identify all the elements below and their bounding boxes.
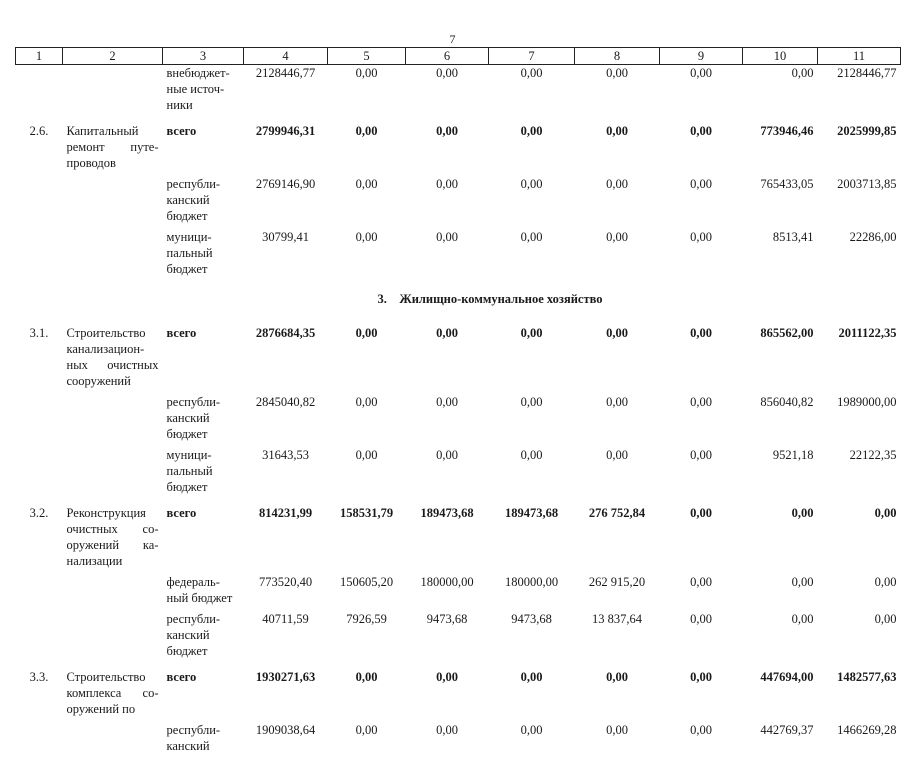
amount-col-9: 0,00 xyxy=(660,229,743,277)
amount-col-4: 30799,41 xyxy=(244,229,328,277)
amount-col-7: 0,00 xyxy=(489,325,575,389)
funding-source: республи-канский xyxy=(163,722,244,754)
table-row xyxy=(16,722,901,754)
amount-col-4: 1930271,63 xyxy=(244,669,328,717)
measure-name xyxy=(63,574,163,606)
amount-col-9: 0,00 xyxy=(660,176,743,224)
table-row xyxy=(16,505,901,569)
amount-col-6: 0,00 xyxy=(406,123,489,171)
table-row xyxy=(16,65,901,114)
amount-col-4: 773520,40 xyxy=(244,574,328,606)
amount-col-4: 2769146,90 xyxy=(244,176,328,224)
row-number: 3.2. xyxy=(16,505,63,569)
row-number xyxy=(16,176,63,224)
amount-col-11: 0,00 xyxy=(818,574,901,606)
column-header-2: 2 xyxy=(63,48,163,65)
funding-source: внебюджет-ные источ-ники xyxy=(163,65,244,114)
amount-col-9: 0,00 xyxy=(660,505,743,569)
amount-col-10: 0,00 xyxy=(743,65,818,114)
funding-source: всего xyxy=(163,325,244,389)
table-row xyxy=(16,611,901,659)
measure-name xyxy=(63,611,163,659)
amount-col-9: 0,00 xyxy=(660,722,743,754)
amount-col-6: 0,00 xyxy=(406,394,489,442)
budget-table xyxy=(15,47,901,764)
amount-col-6: 180000,00 xyxy=(406,574,489,606)
amount-col-10: 0,00 xyxy=(743,505,818,569)
funding-source: муници-пальный бюджет xyxy=(163,447,244,495)
amount-col-5: 0,00 xyxy=(328,123,406,171)
measure-name xyxy=(63,394,163,442)
amount-col-10: 8513,41 xyxy=(743,229,818,277)
amount-col-6: 0,00 xyxy=(406,325,489,389)
table-row xyxy=(16,325,901,389)
funding-source: муници-пальный бюджет xyxy=(163,229,244,277)
row-number xyxy=(16,722,63,754)
amount-col-7: 9473,68 xyxy=(489,611,575,659)
amount-col-4: 40711,59 xyxy=(244,611,328,659)
funding-source: всего xyxy=(163,123,244,171)
amount-col-6: 9473,68 xyxy=(406,611,489,659)
row-number: 3.3. xyxy=(16,669,63,717)
amount-col-4: 31643,53 xyxy=(244,447,328,495)
measure-name xyxy=(63,229,163,277)
amount-col-8: 0,00 xyxy=(575,65,660,114)
funding-source: республи-канский бюджет xyxy=(163,611,244,659)
amount-col-11: 1482577,63 xyxy=(818,669,901,717)
funding-source: всего xyxy=(163,669,244,717)
amount-col-9: 0,00 xyxy=(660,447,743,495)
amount-col-10: 0,00 xyxy=(743,611,818,659)
measure-name: Строительство канализацион-ных очистных сооружений xyxy=(63,325,163,389)
amount-col-10: 865562,00 xyxy=(743,325,818,389)
table-row xyxy=(16,123,901,171)
table-row xyxy=(16,574,901,606)
amount-col-10: 0,00 xyxy=(743,574,818,606)
amount-col-7: 0,00 xyxy=(489,447,575,495)
column-header-10: 10 xyxy=(743,48,818,65)
row-number xyxy=(16,65,63,114)
column-header-7: 7 xyxy=(489,48,575,65)
row-number xyxy=(16,447,63,495)
amount-col-7: 0,00 xyxy=(489,176,575,224)
amount-col-5: 0,00 xyxy=(328,669,406,717)
amount-col-11: 22122,35 xyxy=(818,447,901,495)
column-header-4: 4 xyxy=(244,48,328,65)
amount-col-9: 0,00 xyxy=(660,325,743,389)
amount-col-6: 0,00 xyxy=(406,669,489,717)
column-header-11: 11 xyxy=(818,48,901,65)
amount-col-6: 0,00 xyxy=(406,229,489,277)
row-number: 2.6. xyxy=(16,123,63,171)
amount-col-5: 0,00 xyxy=(328,229,406,277)
measure-name: Строительство комплекса со-оружений по xyxy=(63,669,163,717)
amount-col-6: 0,00 xyxy=(406,176,489,224)
amount-col-11: 0,00 xyxy=(818,505,901,569)
amount-col-8: 0,00 xyxy=(575,447,660,495)
column-header-8: 8 xyxy=(575,48,660,65)
amount-col-11: 2011122,35 xyxy=(818,325,901,389)
amount-col-5: 158531,79 xyxy=(328,505,406,569)
column-number-header-row xyxy=(16,48,901,65)
measure-name: Капитальный ремонт путе-проводов xyxy=(63,123,163,171)
amount-col-8: 0,00 xyxy=(575,722,660,754)
amount-col-11: 2003713,85 xyxy=(818,176,901,224)
amount-col-11: 2025999,85 xyxy=(818,123,901,171)
column-header-9: 9 xyxy=(660,48,743,65)
amount-col-8: 0,00 xyxy=(575,123,660,171)
amount-col-9: 0,00 xyxy=(660,611,743,659)
column-header-6: 6 xyxy=(406,48,489,65)
amount-col-8: 0,00 xyxy=(575,176,660,224)
amount-col-11: 2128446,77 xyxy=(818,65,901,114)
funding-source: республи-канский бюджет xyxy=(163,394,244,442)
measure-name xyxy=(63,447,163,495)
measure-name: Реконструкция очистных со-оружений ка-нализации xyxy=(63,505,163,569)
amount-col-8: 0,00 xyxy=(575,394,660,442)
row-number xyxy=(16,394,63,442)
amount-col-8: 0,00 xyxy=(575,669,660,717)
amount-col-11: 0,00 xyxy=(818,611,901,659)
amount-col-5: 0,00 xyxy=(328,447,406,495)
amount-col-11: 22286,00 xyxy=(818,229,901,277)
measure-name xyxy=(63,176,163,224)
page-number: 7 xyxy=(0,32,905,47)
amount-col-5: 0,00 xyxy=(328,325,406,389)
amount-col-10: 765433,05 xyxy=(743,176,818,224)
row-number xyxy=(16,229,63,277)
amount-col-4: 2799946,31 xyxy=(244,123,328,171)
amount-col-4: 1909038,64 xyxy=(244,722,328,754)
amount-col-9: 0,00 xyxy=(660,123,743,171)
amount-col-7: 0,00 xyxy=(489,669,575,717)
amount-col-10: 773946,46 xyxy=(743,123,818,171)
amount-col-6: 0,00 xyxy=(406,722,489,754)
column-header-5: 5 xyxy=(328,48,406,65)
amount-col-4: 2876684,35 xyxy=(244,325,328,389)
amount-col-5: 0,00 xyxy=(328,65,406,114)
table-row xyxy=(16,394,901,442)
table-row xyxy=(16,669,901,717)
amount-col-5: 150605,20 xyxy=(328,574,406,606)
amount-col-4: 2128446,77 xyxy=(244,65,328,114)
amount-col-4: 2845040,82 xyxy=(244,394,328,442)
amount-col-5: 0,00 xyxy=(328,176,406,224)
section-heading: 3. Жилищно-коммунальное хозяйство xyxy=(163,287,818,325)
row-number xyxy=(16,611,63,659)
amount-col-8: 13 837,64 xyxy=(575,611,660,659)
amount-col-11: 1989000,00 xyxy=(818,394,901,442)
amount-col-6: 189473,68 xyxy=(406,505,489,569)
amount-col-8: 276 752,84 xyxy=(575,505,660,569)
amount-col-9: 0,00 xyxy=(660,394,743,442)
table-row xyxy=(16,447,901,495)
section-spacer xyxy=(16,759,901,764)
amount-col-8: 0,00 xyxy=(575,229,660,277)
amount-col-7: 0,00 xyxy=(489,123,575,171)
amount-col-9: 0,00 xyxy=(660,65,743,114)
amount-col-10: 442769,37 xyxy=(743,722,818,754)
amount-col-6: 0,00 xyxy=(406,447,489,495)
measure-name xyxy=(63,65,163,114)
section-heading-row xyxy=(16,287,901,325)
amount-col-4: 814231,99 xyxy=(244,505,328,569)
measure-name xyxy=(63,722,163,754)
amount-col-6: 0,00 xyxy=(406,65,489,114)
funding-source: республи-канский бюджет xyxy=(163,176,244,224)
amount-col-5: 7926,59 xyxy=(328,611,406,659)
amount-col-8: 262 915,20 xyxy=(575,574,660,606)
amount-col-5: 0,00 xyxy=(328,722,406,754)
amount-col-10: 447694,00 xyxy=(743,669,818,717)
amount-col-5: 0,00 xyxy=(328,394,406,442)
amount-col-7: 189473,68 xyxy=(489,505,575,569)
funding-source: федераль-ный бюджет xyxy=(163,574,244,606)
funding-source: всего xyxy=(163,505,244,569)
column-header-1: 1 xyxy=(16,48,63,65)
table-row xyxy=(16,176,901,224)
column-header-3: 3 xyxy=(163,48,244,65)
row-number: 3.1. xyxy=(16,325,63,389)
amount-col-7: 0,00 xyxy=(489,65,575,114)
budget-table-body xyxy=(16,65,901,764)
amount-col-9: 0,00 xyxy=(660,574,743,606)
amount-col-11: 1466269,28 xyxy=(818,722,901,754)
table-row xyxy=(16,229,901,277)
amount-col-7: 0,00 xyxy=(489,722,575,754)
row-number xyxy=(16,574,63,606)
amount-col-7: 0,00 xyxy=(489,229,575,277)
budget-table-sheet xyxy=(15,47,900,764)
amount-col-10: 9521,18 xyxy=(743,447,818,495)
amount-col-8: 0,00 xyxy=(575,325,660,389)
amount-col-7: 180000,00 xyxy=(489,574,575,606)
amount-col-10: 856040,82 xyxy=(743,394,818,442)
amount-col-9: 0,00 xyxy=(660,669,743,717)
amount-col-7: 0,00 xyxy=(489,394,575,442)
